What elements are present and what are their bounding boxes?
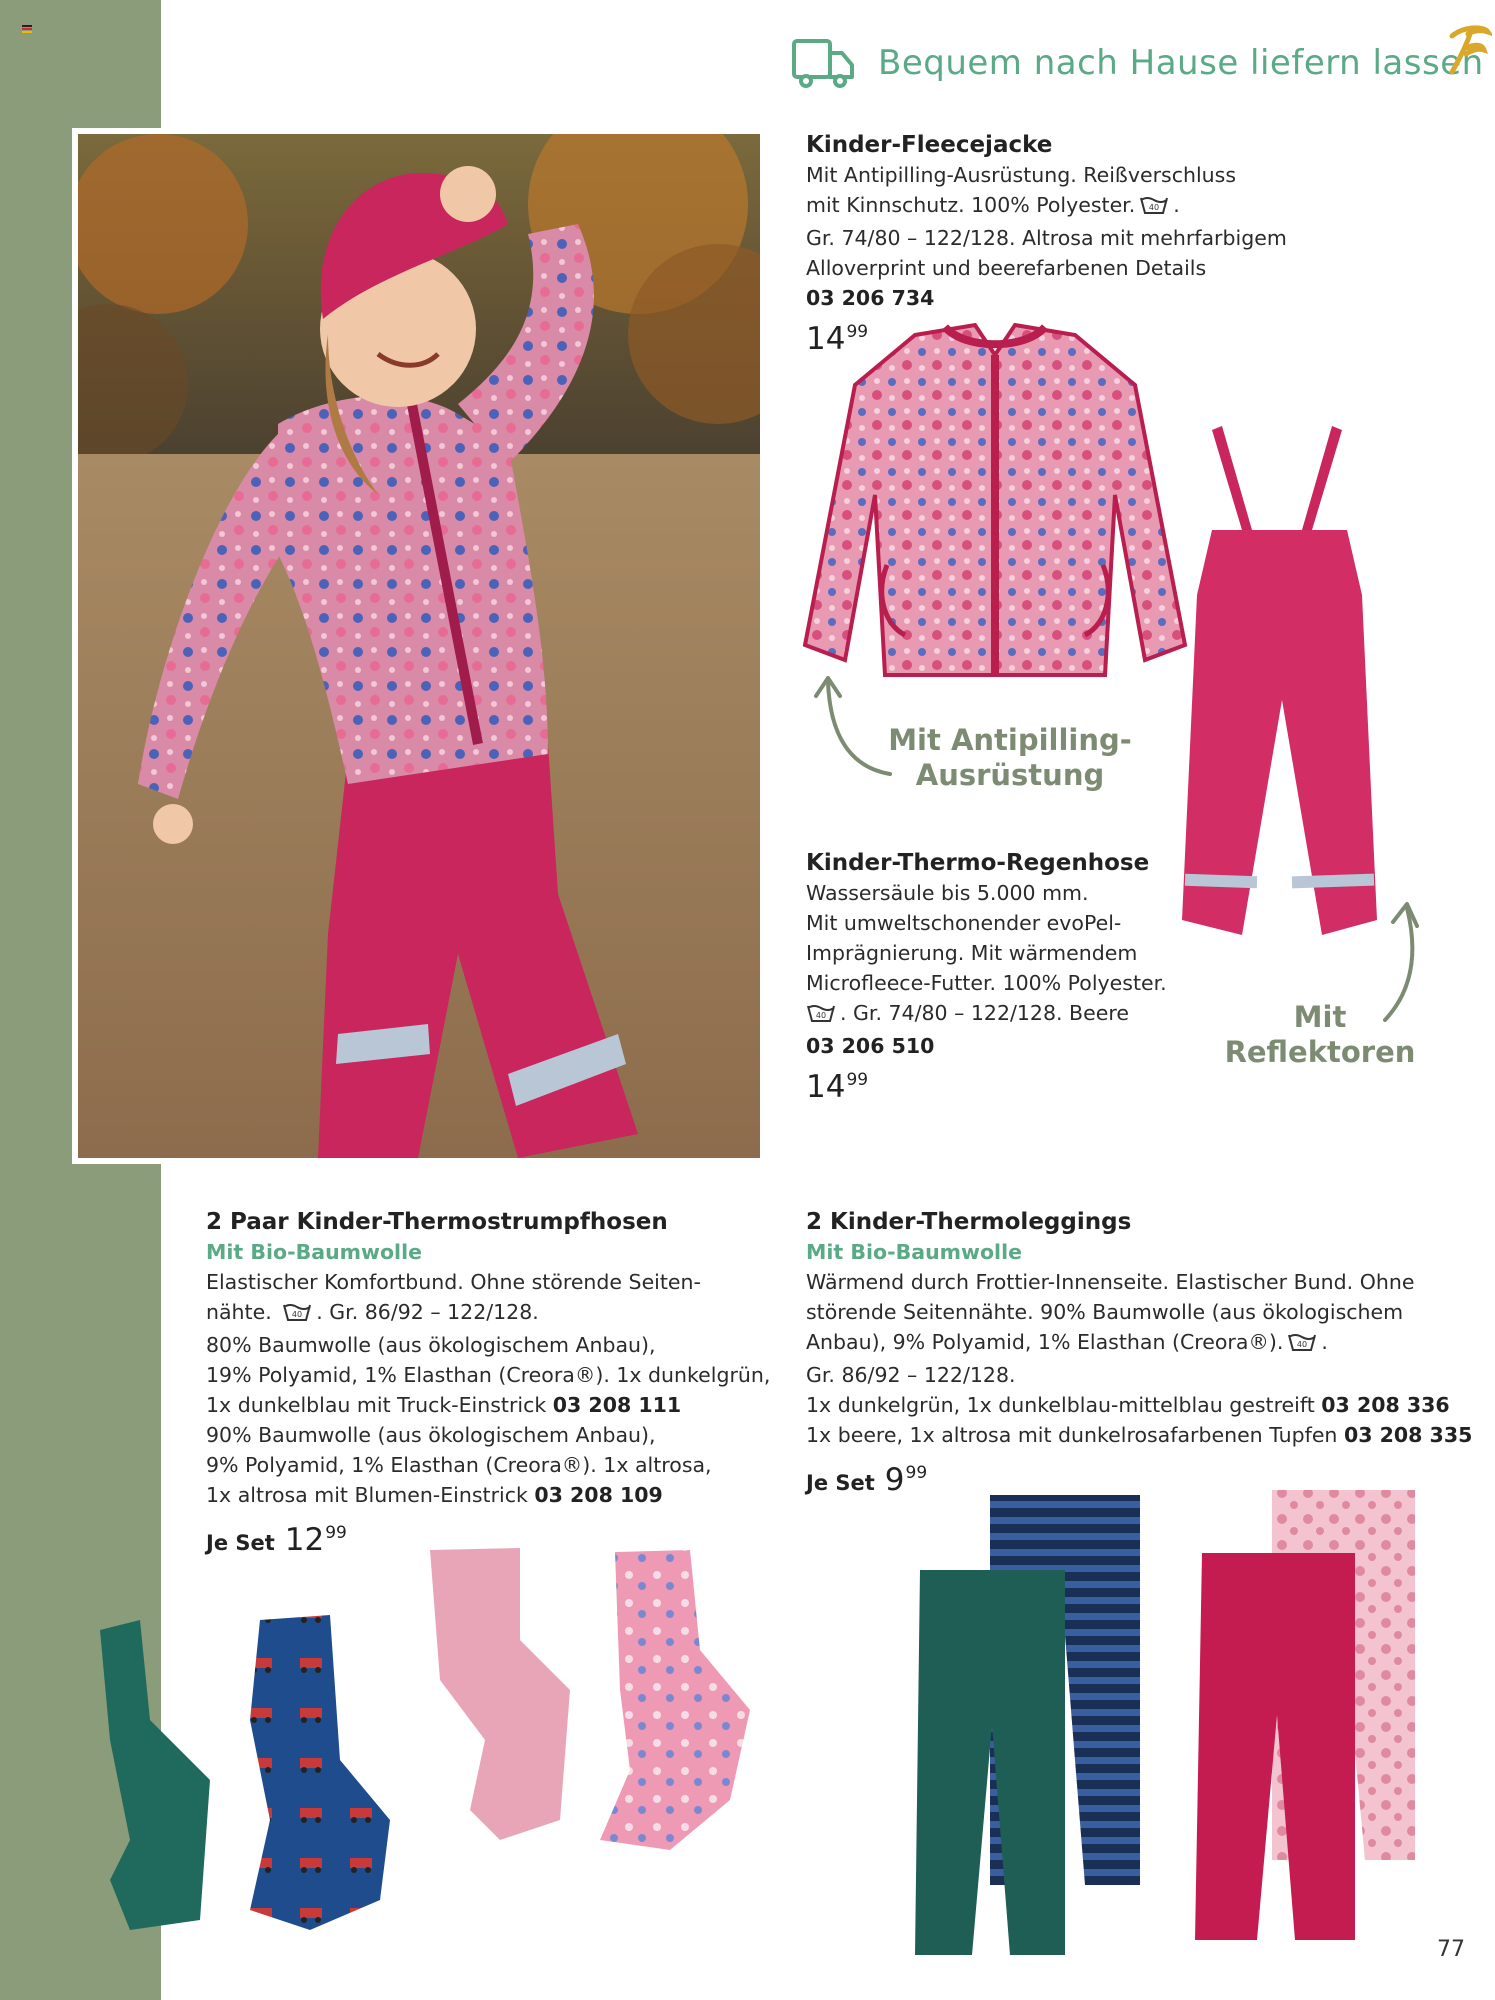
callout-antipilling	[880, 723, 1140, 793]
leggings-line4: Gr. 86/92 – 122/128.	[806, 1363, 1016, 1387]
leggings-line6: 1x beere, 1x altrosa mit dunkelrosafarbenen Tupfen	[806, 1423, 1338, 1447]
callout-reflektoren-line1: Mit	[1293, 1000, 1347, 1034]
strumpfhosen-line3: 80% Baumwolle (aus ökologischem Anbau),	[206, 1333, 656, 1357]
leggings-line5: 1x dunkelgrün, 1x dunkelblau-mittelblau gestreift	[806, 1393, 1315, 1417]
regenhose-line5-row	[806, 998, 1167, 1031]
wash-40-icon	[1139, 193, 1169, 223]
strumpfhosen-block	[206, 1207, 770, 1558]
regenhose-line2: Mit umweltschonender evoPel-	[806, 911, 1122, 935]
leggings-code2: 03 208 335	[1343, 1423, 1473, 1447]
callout-antipilling-line2: Ausrüstung	[915, 758, 1105, 792]
strumpfhosen-line7: 9% Polyamid, 1% Elasthan (Creora®). 1x altrosa,	[206, 1453, 712, 1477]
girl-photo	[78, 134, 760, 1158]
fleecejacke-product-image	[795, 315, 1195, 695]
leggings-price-cents: 99	[905, 1463, 928, 1483]
page-number: 77	[1437, 1937, 1465, 1962]
leggings-line3: Anbau), 9% Polyamid, 1% Elasthan (Creora®).	[806, 1330, 1284, 1354]
leggings-jeset: Je Set	[806, 1471, 875, 1495]
regenhose-article-code: 03 206 510	[806, 1034, 935, 1058]
leggings-block	[806, 1207, 1472, 1498]
svg-text:40: 40	[1297, 1340, 1308, 1349]
callout-reflektoren	[1215, 1000, 1425, 1070]
svg-text:40: 40	[292, 1310, 303, 1319]
strumpfhosen-product-image	[90, 1540, 760, 1940]
svg-text:40: 40	[815, 1011, 827, 1020]
regenhose-line4: Microfleece-Futter. 100% Polyester.	[806, 971, 1167, 995]
flag-icon	[22, 25, 32, 33]
truck-icon	[790, 35, 856, 91]
svg-text:40: 40	[1149, 203, 1160, 212]
strumpfhosen-price-main: 12	[284, 1522, 325, 1558]
regenhose-price-cents: 99	[846, 1070, 869, 1090]
leggings-line6-row	[806, 1420, 1472, 1450]
strumpfhosen-jeset: Je Set	[206, 1531, 275, 1555]
strumpfhosen-line2-row	[206, 1297, 770, 1330]
regenhose-line5: . Gr. 74/80 – 122/128. Beere	[840, 1001, 1129, 1025]
wash-40-icon	[1287, 1330, 1317, 1360]
leggings-code1: 03 208 336	[1321, 1393, 1450, 1417]
fleecejacke-line2: mit Kinnschutz. 100% Polyester.	[806, 193, 1136, 217]
regenhose-line1: Wassersäule bis 5.000 mm.	[806, 881, 1089, 905]
leggings-title: 2 Kinder-Thermoleggings	[806, 1209, 1132, 1235]
leggings-product-image	[910, 1485, 1430, 1965]
fleecejacke-title: Kinder-Fleecejacke	[806, 132, 1053, 158]
fleecejacke-line2-row	[806, 190, 1287, 223]
wash-40-icon	[806, 1001, 836, 1031]
strumpfhosen-line2a: nähte.	[206, 1300, 272, 1324]
leggings-line3-row	[806, 1327, 1472, 1360]
strumpfhosen-line5-row	[206, 1390, 770, 1420]
callout-reflektoren-line2: Reflektoren	[1224, 1035, 1416, 1069]
strumpfhosen-line5: 1x dunkelblau mit Truck-Einstrick	[206, 1393, 547, 1417]
strumpfhosen-code1: 03 208 111	[552, 1393, 682, 1417]
fleecejacke-line3: Gr. 74/80 – 122/128. Altrosa mit mehrfarbigem	[806, 226, 1287, 250]
brand-logo-icon	[1444, 22, 1492, 78]
banner-text: Bequem nach Hause liefern lassen	[878, 43, 1484, 83]
strumpfhosen-line4: 19% Polyamid, 1% Elasthan (Creora®). 1x dunkelgrün,	[206, 1363, 771, 1387]
strumpfhosen-line2b: . Gr. 86/92 – 122/128.	[316, 1300, 539, 1324]
fleecejacke-line4: Alloverprint und beerefarbenen Details	[806, 256, 1207, 280]
regenhose-block	[806, 848, 1167, 1105]
leggings-price-main: 9	[884, 1462, 905, 1498]
leggings-line3-end: .	[1321, 1330, 1328, 1354]
strumpfhosen-line1: Elastischer Komfortbund. Ohne störende Seiten-	[206, 1270, 701, 1294]
fleecejacke-price-main: 14	[806, 321, 846, 357]
strumpfhosen-price-cents: 99	[325, 1523, 347, 1543]
delivery-banner	[790, 28, 1484, 98]
strumpfhosen-title: 2 Paar Kinder-Thermostrumpfhosen	[206, 1209, 668, 1235]
callout-antipilling-line1: Mit Antipilling-	[888, 723, 1132, 757]
strumpfhosen-line8-row	[206, 1480, 770, 1510]
leggings-subtitle: Mit Bio-Baumwolle	[806, 1240, 1023, 1264]
regenhose-price-main: 14	[806, 1069, 846, 1105]
wash-40-icon	[282, 1300, 312, 1330]
strumpfhosen-line6: 90% Baumwolle (aus ökologischem Anbau),	[206, 1423, 656, 1447]
leggings-line1: Wärmend durch Frottier-Innenseite. Elastischer Bund. Ohne	[806, 1270, 1415, 1294]
regenhose-product-image	[1172, 420, 1387, 950]
regenhose-price	[806, 1065, 1167, 1105]
fleecejacke-line2-end: .	[1173, 193, 1180, 217]
fleecejacke-line1: Mit Antipilling-Ausrüstung. Reißverschluss	[806, 163, 1237, 187]
leggings-line5-row	[806, 1390, 1472, 1420]
strumpfhosen-code2: 03 208 109	[534, 1483, 663, 1507]
regenhose-title: Kinder-Thermo-Regenhose	[806, 850, 1150, 876]
regenhose-line3: Imprägnierung. Mit wärmendem	[806, 941, 1138, 965]
fleecejacke-price-cents: 99	[846, 322, 869, 342]
strumpfhosen-line8: 1x altrosa mit Blumen-Einstrick	[206, 1483, 528, 1507]
strumpfhosen-subtitle: Mit Bio-Baumwolle	[206, 1240, 423, 1264]
fleecejacke-article-code: 03 206 734	[806, 286, 935, 310]
leggings-line2: störende Seitennähte. 90% Baumwolle (aus ökologischem	[806, 1300, 1404, 1324]
